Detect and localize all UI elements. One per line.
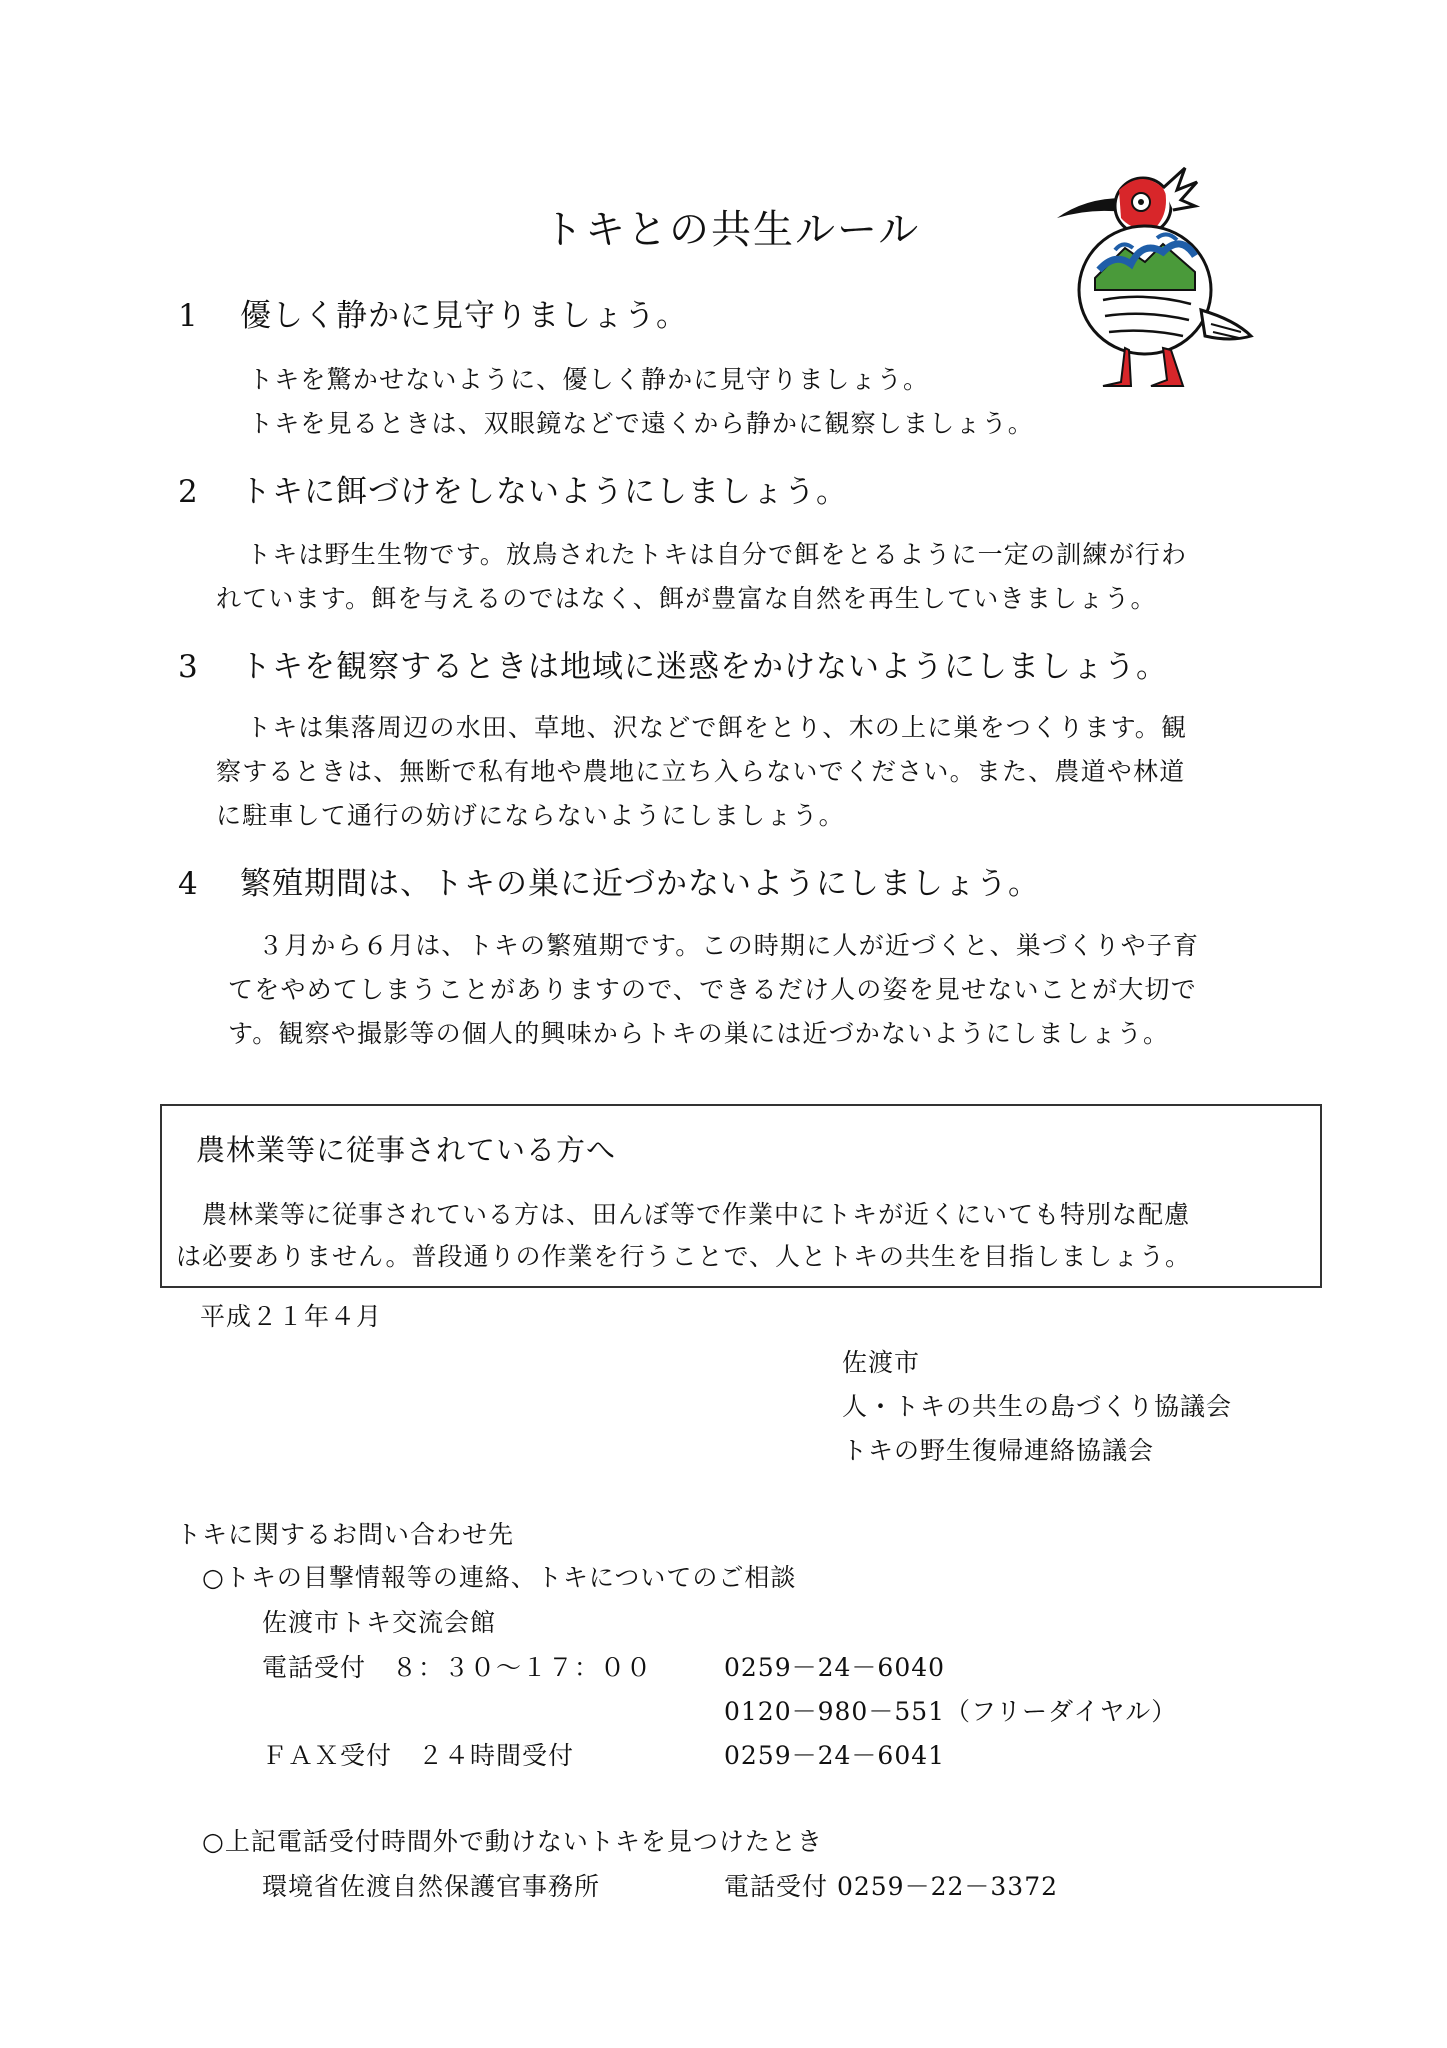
contact-title: トキに関するお問い合わせ先 — [176, 1520, 515, 1549]
rule-3-heading: 3 トキを観察するときは地域に迷惑をかけないようにしましょう。 — [178, 649, 1168, 685]
rule-1-heading: 1 優しく静かに見守りましょう。 — [178, 298, 688, 334]
rule-3-text: トキは集落周辺の水田、草地、沢などで餌をとり、木の上に巣をつくります。観 察するときは、無断で私有地や農地に立ち入らないでください。また、農道や林道 に駐車して通行の妨げにならないようにしましょう。 — [216, 713, 1188, 830]
farm-notice-heading: 農林業等に従事されている方へ — [196, 1133, 617, 1167]
fax-label: ＦＡＸ受付 ２４時間受付 — [262, 1741, 575, 1770]
phone-number-2: 0120－980－551（フリーダイヤル） — [724, 1697, 1178, 1726]
rule-1-text: トキを驚かせないように、優しく静かに見守りましょう。 トキを見るときは、双眼鏡などで遠くから静かに観察しましょう。 — [248, 365, 1035, 438]
rule-2-text: トキは野生生物です。放鳥されたトキは自分で餌をとるように一定の訓練が行わ れています。餌を与えるのではなく、餌が豊富な自然を再生していきましょう。 — [216, 540, 1188, 613]
contact-org-1: 佐渡市トキ交流会館 — [262, 1608, 497, 1637]
issuer-list — [842, 1341, 1232, 1473]
farm-notice-box — [160, 1104, 1322, 1288]
rule-2-heading: 2 トキに餌づけをしないようにしましょう。 — [178, 474, 848, 510]
fax-number: 0259－24－6041 — [724, 1741, 946, 1770]
phone-hours-label: 電話受付 ８：３０～１７：００ — [262, 1653, 653, 1682]
contact-org-2: 環境省佐渡自然保護官事務所 — [262, 1872, 601, 1901]
issuer-item: 佐渡市 — [842, 1348, 921, 1377]
contact-section-2-title: ○上記電話受付時間外で動けないトキを見つけたとき — [202, 1827, 823, 1856]
farm-notice-text: 農林業等に従事されている方は、田んぼ等で作業中にトキが近くにいても特別な配慮 は必要ありません。普段通りの作業を行うことで、人とトキの共生を目指しましょう。 — [176, 1200, 1192, 1271]
rule-4-text: ３月から６月は、トキの繁殖期です。この時期に人が近づくと、巣づくりや子育 てをやめてしまうことがありますので、できるだけ人の姿を見せないことが大切で す。観察や撮影等の個人的興味からトキの巣には近づかないようにしましょう。 — [228, 931, 1200, 1048]
issuer-item: 人・トキの共生の島づくり協議会 — [842, 1392, 1233, 1421]
phone-number-1: 0259－24－6040 — [724, 1653, 946, 1682]
issue-date: 平成２１年４月 — [200, 1302, 383, 1331]
toki-bird-mascot-icon — [1045, 160, 1265, 390]
phone-number-3: 電話受付 0259－22－3372 — [724, 1872, 1059, 1901]
rule-4-heading: 4 繁殖期間は、トキの巣に近づかないようにしましょう。 — [178, 866, 1040, 902]
page-title: トキとの共生ルール — [543, 207, 921, 253]
issuer-item: トキの野生復帰連絡協議会 — [842, 1436, 1155, 1465]
contact-section-1-title: ○トキの目撃情報等の連絡、トキについてのご相談 — [202, 1563, 797, 1592]
